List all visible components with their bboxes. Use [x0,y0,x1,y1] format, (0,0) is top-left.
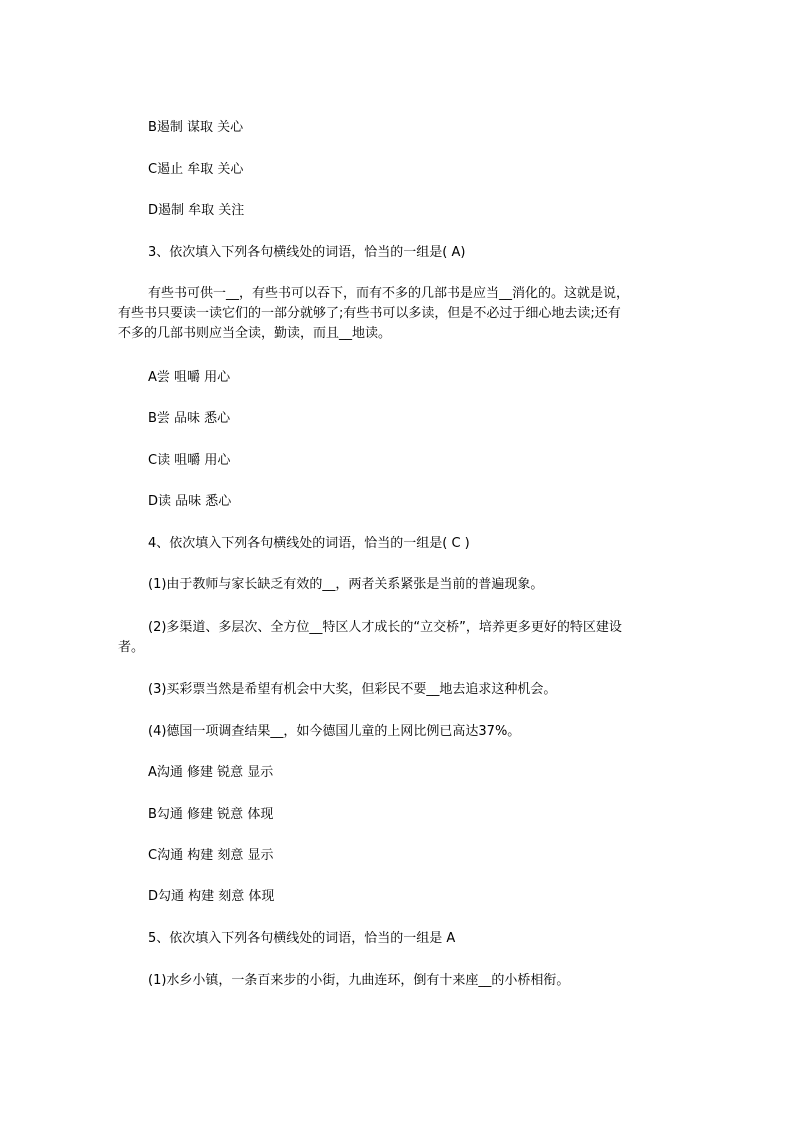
q4-sentence-1: (1)由于教师与家长缺乏有效的__，两者关系紧张是当前的普遍现象。 [148,577,544,592]
q3-passage-line-2: 有些书只要读一读它们的一部分就够了;有些书可以多读，但是不必过于细心地去读;还有 [118,306,621,321]
q3-passage-line-3: 不多的几部书则应当全读，勤读，而且__地读。 [118,326,392,341]
q4-option-c: C沟通 构建 刻意 显示 [148,848,274,863]
q3-option-b: B尝 品味 悉心 [148,411,231,426]
q2-option-b: B遏制 谋取 关心 [148,120,244,135]
q3-stem: 3、依次填入下列各句横线处的词语，恰当的一组是( A) [148,245,466,260]
q3-passage [118,284,678,344]
q5-sentence-1: (1)水乡小镇，一条百来步的小街，九曲连环，倒有十来座__的小桥相衔。 [148,973,570,988]
q3-passage-line-1: 有些书可供一__，有些书可以吞下，而有不多的几部书是应当__消化的。这就是说， [148,286,630,301]
q4-option-a: A沟通 修建 锐意 显示 [148,765,274,780]
q4-sentence-2-line-2: 者。 [118,640,145,655]
q2-option-d: D遏制 牟取 关注 [148,203,245,218]
q3-option-d: D读 品味 悉心 [148,494,232,509]
q4-sentence-3: (3)买彩票当然是希望有机会中大奖，但彩民不要__地去追求这种机会。 [148,682,557,697]
q2-option-c: C遏止 牟取 关心 [148,162,244,177]
q5-stem: 5、依次填入下列各句横线处的词语，恰当的一组是 A [148,931,456,946]
q4-sentence-4: (4)德国一项调查结果__，如今德国儿童的上网比例已高达37%。 [148,724,521,739]
q4-sentence-2 [118,618,678,658]
q4-stem: 4、依次填入下列各句横线处的词语，恰当的一组是( C ) [148,536,470,551]
q4-sentence-2-line-1: (2)多渠道、多层次、全方位__特区人才成长的“立交桥”，培养更多更好的特区建设 [148,620,622,635]
q3-option-c: C读 咀嚼 用心 [148,453,231,468]
q4-option-d: D勾通 构建 刻意 体现 [148,889,275,904]
q3-option-a: A尝 咀嚼 用心 [148,370,231,385]
q4-option-b: B勾通 修建 锐意 体现 [148,807,274,822]
